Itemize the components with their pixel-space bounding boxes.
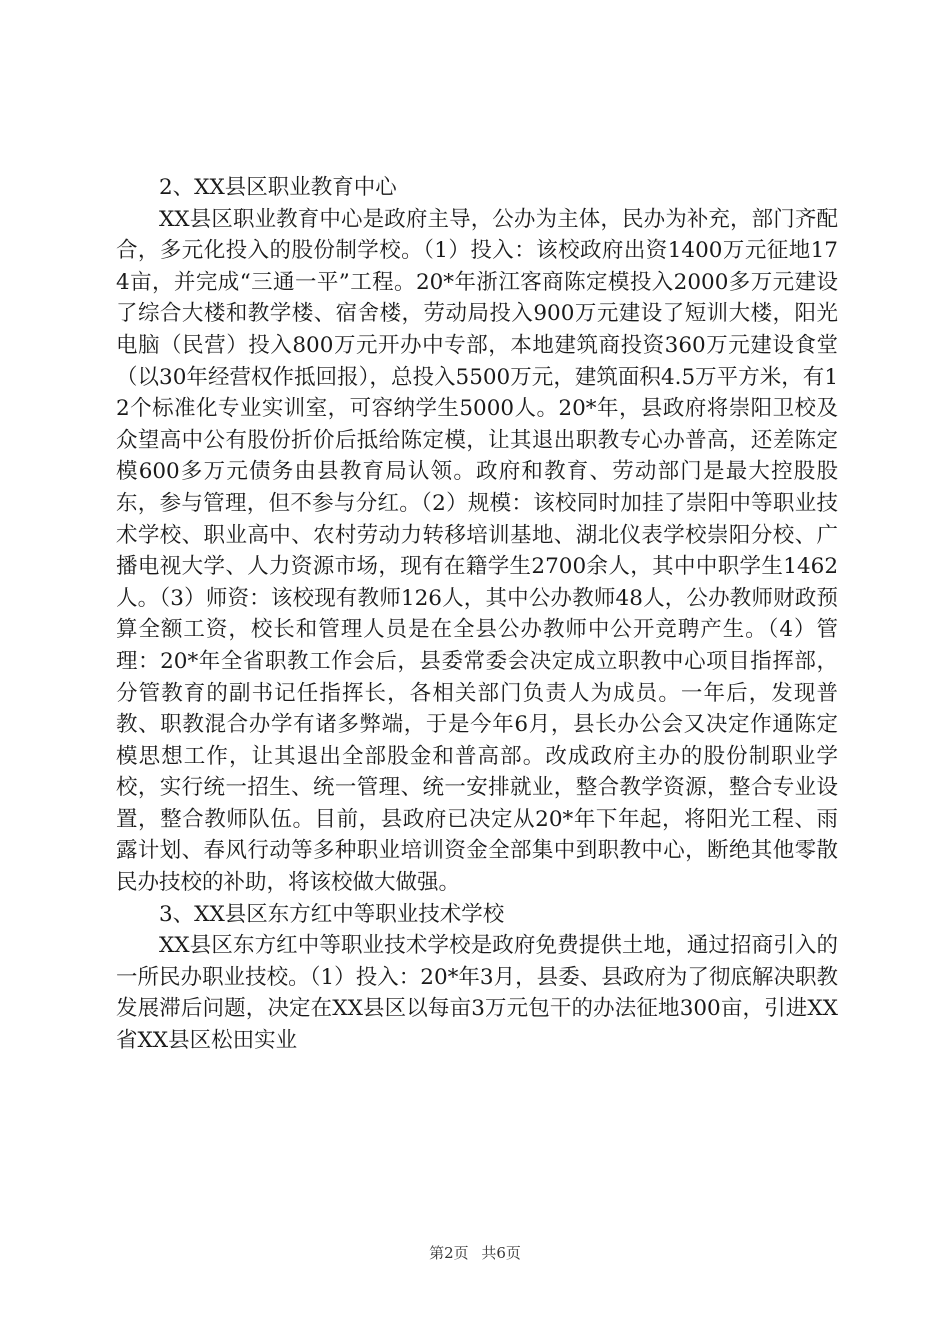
section-heading: 2、XX县区职业教育中心: [159, 175, 397, 200]
body-paragraph: XX县区职业教育中心是政府主导，公办为主体，民办为补充，部门齐配合，多元化投入的股份制学校。（1）投入：该校政府出资1400万元征地174亩，并完成“三通一平”工程。20*年浙江客商陈定模投入2000多万元建设了综合大楼和教学楼、宿舍楼，劳动局投入900万元建设了短训大楼，阳光电脑（民营）投入800万元开办中专部，本地建筑商投资360万元建设食堂（以30年经营权作抵回报），总投入5500万元，建筑面积4.5万平方米，有12个标准化专业实训室，可容纳学生5000人。20*年，县政府将崇阳卫校及众望高中公有股份折价后抵给陈定模，让其退出职教专心办普高，还差陈定模600多万元债务由县教育局认领。政府和教育、劳动部门是最大控股股东，参与管理，但不参与分红。（2）规模：该校同时加挂了崇阳中等职业技术学校、职业高中、农村劳动力转移培训基地、湖北仪表学校崇阳分校、广播电视大学、人力资源市场，现有在籍学生2700余人，其中中职学生1462人。（3）师资：该校现有教师126人，其中公办教师48人，公办教师财政预算全额工资，校长和管理人员是在全县公办教师中公开竞聘产生。（4）管理：20*年全省职教工作会后，县委常委会决定成立职教中心项目指挥部，分管教育的副书记任指挥长，各相关部门负责人为成员。一年后，发现普教、职教混合办学有诸多弊端，于是今年6月，县长办公会又决定作通陈定模思想工作，让其退出全部股金和普高部。改成政府主办的股份制职业学校，实行统一招生、统一管理、统一安排就业，整合教学资源，整合专业设置，整合教师队伍。目前，县政府已决定从20*年下年起，将阳光工程、雨露计划、春风行动等多种职业培训资金全部集中到职教中心，断绝其他零散民办技校的补助，将该校做大做强。: [116, 206, 838, 896]
body-paragraph: XX县区东方红中等职业技术学校是政府免费提供土地，通过招商引入的一所民办职业技校。（1）投入：20*年3月，县委、县政府为了彻底解决职教发展滞后问题，决定在XX县区以每亩3万元包干的办法征地300亩，引进XX省XX县区松田实业: [116, 933, 838, 1054]
document-body: [116, 172, 838, 1057]
page-number: 第2页: [429, 1244, 469, 1262]
page-footer: [0, 1242, 950, 1263]
section-heading: 3、XX县区东方红中等职业技术学校: [159, 901, 505, 927]
page-total: 共6页: [481, 1244, 521, 1262]
